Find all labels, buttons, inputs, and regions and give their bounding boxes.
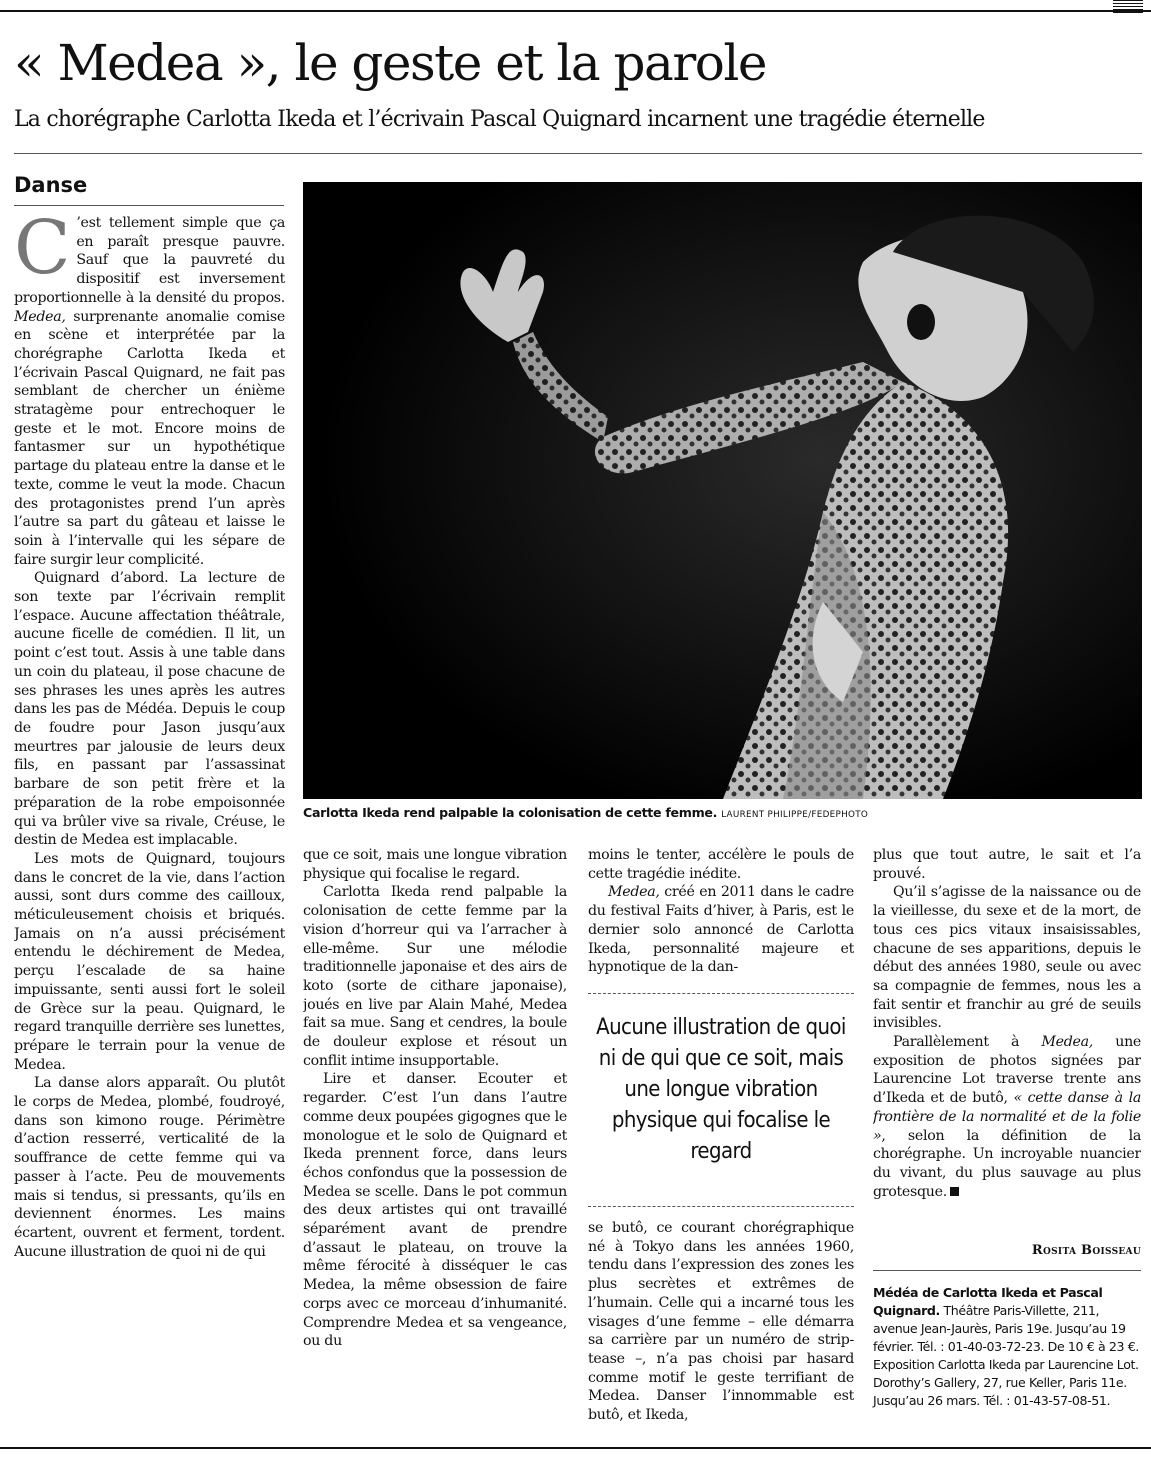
paragraph: plus que tout autre, le sait et l’a prouvé. <box>873 847 1141 882</box>
article-photo <box>303 182 1142 799</box>
paragraph <box>873 1033 1141 1201</box>
text-run: créé en 2011 dans le cadre du festival Faits d’hiver, à Paris, est le dernier solo annoncé de Carlotta Ikeda, personnalité majeure et hypnotique de la dan- <box>588 884 854 976</box>
paragraph: moins le tenter, accélère le pouls de cette tragédie inédite. <box>588 847 854 882</box>
italic-text: Medea, <box>14 308 66 325</box>
paragraph: La danse alors apparaît. Ou plutôt le corps de Medea, plombé, foudroyé, dans son kimono rouge. Périmètre d’action resserré, verticalité de la souffrance de cette femme qui va passer à l’acte. Peu de mouvements mais si tendus, si pressants, qu’ils en deviennent énormes. Les mains écartent, ouvrent et ferment, tordent. Aucune illustration de quoi ni de qui <box>14 1075 285 1260</box>
paragraph: Les mots de Quignard, toujours dans le concret de la vie, dans l’action aussi, sont durs comme des cailloux, méticuleusement choisis et briqués. Jamais on n’a aussi précisément entendu le déchirement de Medea, perçu l’escalade de sa haine impuissante, senti aussi fort le soleil de Grèce sur la peau. Quignard, le regard tranquille derrière ses lunettes, prépare le terrain pour la venue de Medea. <box>14 850 285 1073</box>
paragraph <box>588 883 854 977</box>
paragraph: Qu’il s’agisse de la naissance ou de la vieillesse, du sexe et de la mort, de tous ces pics vitaux insaisissables, chacune de ses apparitions, depuis le début des années 1980, seule ou avec sa compagnie de femmes, nous les a fait sentir et franchir au gré de seuils invisibles. <box>873 884 1141 1032</box>
pull-quote-box <box>588 993 854 1207</box>
article-title: « Medea », le geste et la parole <box>14 34 766 92</box>
column-1 <box>14 214 285 1442</box>
author-signature: Rosita Boisseau <box>1031 1243 1141 1258</box>
drop-cap: C <box>14 214 71 291</box>
header-divider <box>14 153 1142 154</box>
info-details: Théâtre Paris-Villette, 211, avenue Jean-Jaurès, Paris 19e. Jusqu’au 19 février. Tél. : 01-40-03-72-23. De 10 € à 23 €. Exposition Carlotta Ikeda par Laurencine Lot. Dorothy’s Gallery, 27, rue Keller, Paris 11e. Jusqu’au 26 mars. Tél. : 01-43-57-08-51. <box>873 1303 1139 1408</box>
paragraph: que ce soit, mais une longue vibration physique qui focalise le regard. <box>303 847 567 882</box>
caption-text: Carlotta Ikeda rend palpable la colonisation de cette femme. <box>303 805 718 820</box>
end-mark-icon <box>950 1187 959 1196</box>
text-run: une exposition de photos signées par Laurencine Lot traverse trente ans d’Ikeda et de butô, <box>873 1034 1141 1107</box>
rubric-divider <box>14 205 284 206</box>
bottom-rule <box>0 1447 1151 1449</box>
column-2 <box>303 846 567 1444</box>
text-run: Parallèlement à <box>893 1034 1042 1051</box>
paragraph: Carlotta Ikeda rend palpable la colonisation de cette femme par la vision d’horreur qui va l’arracher à elle-même. Sur une mélodie traditionnelle japonaise et des airs de koto (sorte de cithare japonaise), joués en live par Alain Mahé, Medea fait sa mue. Sang et cendres, la boule de douleur explose et résout un conflit intime insupportable. <box>303 884 567 1069</box>
top-rule <box>0 10 1151 12</box>
dancer-illustration <box>303 182 1142 799</box>
text-run: ’est tellement simple que ça en paraît presque pauvre. Sauf que la pauvreté du dispositif est inversement proportionnelle à la densité du propos. <box>14 215 285 306</box>
pull-quote: Aucune illustration de quoi ni de qui que ce soit, mais une longue vibration physique qui focalise le regard <box>596 1015 846 1164</box>
paragraph: Lire et danser. Ecouter et regarder. C’est l’un dans l’autre comme deux poupées gigognes que le monologue et le solo de Quignard et Ikeda prennent force, dans leurs échos confondus que la possession de Medea se scelle. Dans le pot commun des deux artistes qui ont travaillé séparément avant de prendre d’assaut le plateau, on trouve la même férocité à disséquer le cas Medea, la même obsession de faire corps avec ce morceau d’inhumanité. Comprendre Medea et sa vengeance, ou du <box>303 1071 567 1350</box>
italic-text: Medea, <box>608 884 660 901</box>
paragraph: se butô, ce courant chorégraphique né à Tokyo dans les années 1960, tendu dans l’expression des zones les plus secrètes et extrêmes de l’humain. Celle qui a incarné tous les visages d’une femme – elle démarra sa carrière par un numéro de strip-tease –, n’a pas choisi par hasard comme motif le geste terrifiant de Medea. Danser l’innommable est butô, et Ikeda, <box>588 1220 854 1424</box>
column-3-bottom <box>588 1219 854 1447</box>
photo-credit: LAURENT PHILIPPE/FEDEPHOTO <box>721 810 869 820</box>
italic-quote: « cette danse à la frontière de la normalité et de la folie » <box>873 1090 1141 1144</box>
photo-caption <box>303 805 1142 820</box>
column-4 <box>873 846 1141 1246</box>
text-run: , selon la définition de la chorégraphe. Un incroyable nuancier du vivant, du plus sauvage au plus grotesque. <box>873 1127 1141 1200</box>
column-3-top <box>588 846 854 986</box>
section-rubric: Danse <box>14 173 88 197</box>
paragraph: Quignard d’abord. La lecture de son texte par l’écrivain remplit l’espace. Aucune affectation théâtrale, aucune ficelle de comédien. Il lit, un point c’est tout. Assis à une table dans un coin du plateau, il pose chacune de ses phrases les unes après les autres dans les pas de Médéa. Depuis le coup de foudre pour Jason jusqu’aux meurtres par jalousie de leurs deux fils, en passant par l’assassinat barbare de son petit frère et la préparation de la robe empoisonnée qui va brûler vive sa rivale, Créuse, le destin de Medea est implacable. <box>14 570 285 849</box>
practical-info <box>873 1284 1141 1410</box>
article-subtitle: La chorégraphe Carlotta Ikeda et l’écrivain Pascal Quignard incarnent une tragédie éternelle <box>14 107 985 132</box>
info-title: Médéa de Carlotta Ikeda et Pascal Quignard. <box>873 1285 1103 1318</box>
paragraph <box>14 214 285 569</box>
text-run: surprenante anomalie comise en scène et interprétée par la chorégraphe Carlotta Ikeda et l’écrivain Pascal Quignard, ne fait pas semblant de chercher un énième stratagème pour entrechoquer le geste et le mot. Encore moins de fantasmer sur un hypothétique partage du plateau entre la danse et le texte, comme le veut la mode. Chacun des protagonistes prend l’un après l’autre sa part du gâteau et laisse le soin à l’intervalle qui les sépare de faire surgir leur complicité. <box>14 308 285 568</box>
italic-text: Medea, <box>1041 1034 1093 1051</box>
info-divider <box>873 1270 1141 1271</box>
